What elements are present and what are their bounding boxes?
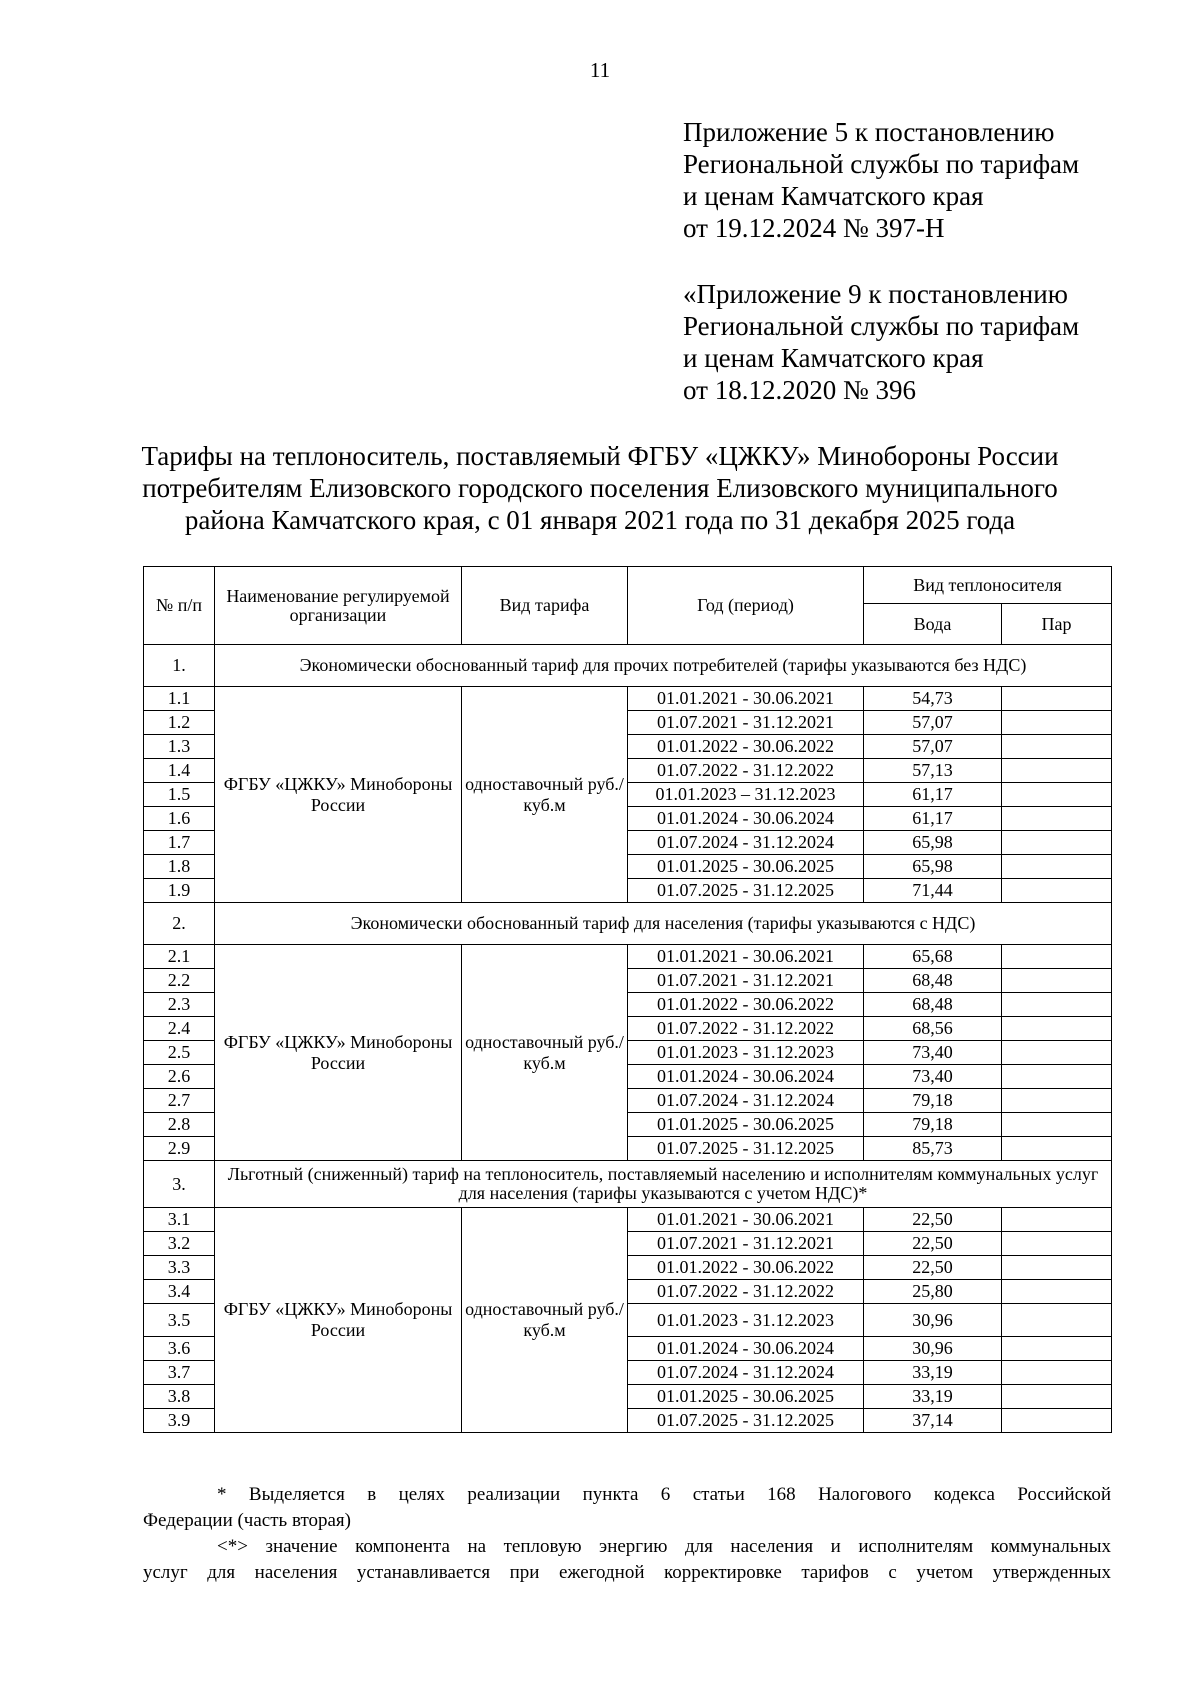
steam-value	[1002, 1280, 1112, 1304]
section-row	[144, 645, 1112, 687]
water-value: 73,40	[864, 1065, 1002, 1089]
water-value: 85,73	[864, 1137, 1002, 1161]
water-value: 57,13	[864, 759, 1002, 783]
water-value: 79,18	[864, 1113, 1002, 1137]
water-value: 61,17	[864, 783, 1002, 807]
tariff-type: одноставочный руб./куб.м	[462, 687, 628, 903]
header-period: Год (период)	[628, 567, 864, 645]
footnote-star	[143, 1482, 1111, 1534]
row-num: 2.1	[144, 945, 215, 969]
water-value: 57,07	[864, 711, 1002, 735]
row-num: 2.9	[144, 1137, 215, 1161]
steam-value	[1002, 993, 1112, 1017]
table-row	[144, 945, 1112, 969]
water-value: 25,80	[864, 1280, 1002, 1304]
section-num: 1.	[144, 645, 215, 687]
title-line: потребителям Елизовского городского поселения Елизовского муниципального	[142, 473, 1058, 503]
row-num: 3.3	[144, 1256, 215, 1280]
period-cell: 01.07.2022 - 31.12.2022	[628, 1017, 864, 1041]
water-value: 65,98	[864, 831, 1002, 855]
row-num: 3.6	[144, 1337, 215, 1361]
period-cell: 01.07.2025 - 31.12.2025	[628, 1409, 864, 1433]
period-cell: 01.07.2022 - 31.12.2022	[628, 759, 864, 783]
steam-value	[1002, 855, 1112, 879]
page-number: 11	[589, 58, 611, 82]
steam-value	[1002, 1385, 1112, 1409]
header-water: Вода	[864, 604, 1002, 645]
row-num: 1.1	[144, 687, 215, 711]
steam-value	[1002, 1361, 1112, 1385]
row-num: 2.7	[144, 1089, 215, 1113]
row-num: 1.6	[144, 807, 215, 831]
period-cell: 01.01.2023 – 31.12.2023	[628, 783, 864, 807]
section-title: Экономически обоснованный тариф для прочих потребителей (тарифы указываются без НДС)	[215, 645, 1112, 687]
period-cell: 01.01.2025 - 30.06.2025	[628, 1113, 864, 1137]
steam-value	[1002, 783, 1112, 807]
water-value: 30,96	[864, 1304, 1002, 1337]
appendix-line: Приложение 5 к постановлению	[683, 117, 1055, 147]
appendix-line: и ценам Камчатского края	[683, 181, 984, 211]
water-value: 54,73	[864, 687, 1002, 711]
steam-value	[1002, 1337, 1112, 1361]
steam-value	[1002, 1041, 1112, 1065]
period-cell: 01.01.2025 - 30.06.2025	[628, 1385, 864, 1409]
period-cell: 01.07.2024 - 31.12.2024	[628, 831, 864, 855]
row-num: 1.9	[144, 879, 215, 903]
row-num: 3.4	[144, 1280, 215, 1304]
title-line: Тарифы на теплоноситель, поставляемый ФГБУ «ЦЖКУ» Минобороны России	[141, 441, 1059, 471]
row-num: 1.8	[144, 855, 215, 879]
section-row	[144, 903, 1112, 945]
period-cell: 01.01.2021 - 30.06.2021	[628, 687, 864, 711]
appendix-quoted-line: от 18.12.2020 № 396	[683, 375, 916, 405]
appendix-quoted-line: Региональной службы по тарифам	[683, 311, 1080, 341]
water-value: 68,56	[864, 1017, 1002, 1041]
steam-value	[1002, 1304, 1112, 1337]
water-value: 22,50	[864, 1208, 1002, 1232]
row-num: 2.2	[144, 969, 215, 993]
steam-value	[1002, 1232, 1112, 1256]
row-num: 2.8	[144, 1113, 215, 1137]
row-num: 2.5	[144, 1041, 215, 1065]
period-cell: 01.01.2021 - 30.06.2021	[628, 945, 864, 969]
footnote-line: Федерации (часть вторая)	[143, 1510, 351, 1531]
period-cell: 01.01.2022 - 30.06.2022	[628, 1256, 864, 1280]
period-cell: 01.07.2024 - 31.12.2024	[628, 1361, 864, 1385]
row-num: 2.3	[144, 993, 215, 1017]
footnote-angle	[143, 1534, 1111, 1586]
steam-value	[1002, 831, 1112, 855]
section-title: Льготный (сниженный) тариф на теплоноситель, поставляемый населению и исполнителям коммунальных услуг для населения (тарифы указываются с учетом НДС)*	[215, 1161, 1112, 1208]
water-value: 22,50	[864, 1232, 1002, 1256]
period-cell: 01.07.2025 - 31.12.2025	[628, 879, 864, 903]
row-num: 1.2	[144, 711, 215, 735]
period-cell: 01.07.2024 - 31.12.2024	[628, 1089, 864, 1113]
title-line: района Камчатского края, с 01 января 2021 года по 31 декабря 2025 года	[184, 505, 1016, 535]
steam-value	[1002, 687, 1112, 711]
water-value: 68,48	[864, 993, 1002, 1017]
steam-value	[1002, 735, 1112, 759]
period-cell: 01.01.2024 - 30.06.2024	[628, 807, 864, 831]
period-cell: 01.01.2023 - 31.12.2023	[628, 1304, 864, 1337]
period-cell: 01.01.2025 - 30.06.2025	[628, 855, 864, 879]
row-num: 3.2	[144, 1232, 215, 1256]
tariff-table	[143, 566, 1112, 1433]
steam-value	[1002, 1137, 1112, 1161]
footnote-line: * Выделяется в целях реализации пункта 6 статьи 168 Налогового кодекса Российской	[217, 1484, 1111, 1505]
period-cell: 01.07.2025 - 31.12.2025	[628, 1137, 864, 1161]
steam-value	[1002, 1065, 1112, 1089]
steam-value	[1002, 1113, 1112, 1137]
water-value: 65,98	[864, 855, 1002, 879]
period-cell: 01.01.2021 - 30.06.2021	[628, 1208, 864, 1232]
table-row	[144, 1208, 1112, 1232]
section-title: Экономически обоснованный тариф для населения (тарифы указываются с НДС)	[215, 903, 1112, 945]
section-row	[144, 1161, 1112, 1208]
header-carrier: Вид теплоносителя	[864, 567, 1112, 604]
steam-value	[1002, 1089, 1112, 1113]
steam-value	[1002, 1208, 1112, 1232]
steam-value	[1002, 1409, 1112, 1433]
appendix-quoted-line: и ценам Камчатского края	[683, 343, 984, 373]
steam-value	[1002, 759, 1112, 783]
tariff-type: одноставочный руб./куб.м	[462, 1208, 628, 1433]
appendix-line: Региональной службы по тарифам	[683, 149, 1080, 179]
water-value: 37,14	[864, 1409, 1002, 1433]
period-cell: 01.01.2024 - 30.06.2024	[628, 1065, 864, 1089]
water-value: 71,44	[864, 879, 1002, 903]
row-num: 2.6	[144, 1065, 215, 1089]
header-org: Наименование регулируемой организации	[215, 567, 462, 645]
org-name: ФГБУ «ЦЖКУ» Минобороны России	[215, 1208, 462, 1433]
water-value: 61,17	[864, 807, 1002, 831]
water-value: 33,19	[864, 1385, 1002, 1409]
section-num: 3.	[144, 1161, 215, 1208]
period-cell: 01.07.2021 - 31.12.2021	[628, 1232, 864, 1256]
row-num: 3.8	[144, 1385, 215, 1409]
appendix-line: от 19.12.2024 № 397-Н	[683, 213, 945, 243]
period-cell: 01.01.2023 - 31.12.2023	[628, 1041, 864, 1065]
period-cell: 01.01.2022 - 30.06.2022	[628, 735, 864, 759]
tariff-type: одноставочный руб./куб.м	[462, 945, 628, 1161]
row-num: 2.4	[144, 1017, 215, 1041]
period-cell: 01.01.2022 - 30.06.2022	[628, 993, 864, 1017]
water-value: 33,19	[864, 1361, 1002, 1385]
row-num: 1.4	[144, 759, 215, 783]
steam-value	[1002, 969, 1112, 993]
water-value: 65,68	[864, 945, 1002, 969]
steam-value	[1002, 807, 1112, 831]
org-name: ФГБУ «ЦЖКУ» Минобороны России	[215, 945, 462, 1161]
row-num: 3.7	[144, 1361, 215, 1385]
water-value: 73,40	[864, 1041, 1002, 1065]
row-num: 1.3	[144, 735, 215, 759]
appendix-quoted-block	[683, 278, 1079, 406]
section-num: 2.	[144, 903, 215, 945]
steam-value	[1002, 879, 1112, 903]
document-title	[130, 440, 1070, 536]
water-value: 57,07	[864, 735, 1002, 759]
table-row	[144, 687, 1112, 711]
row-num: 3.1	[144, 1208, 215, 1232]
water-value: 22,50	[864, 1256, 1002, 1280]
water-value: 79,18	[864, 1089, 1002, 1113]
period-cell: 01.07.2021 - 31.12.2021	[628, 969, 864, 993]
period-cell: 01.07.2022 - 31.12.2022	[628, 1280, 864, 1304]
row-num: 1.7	[144, 831, 215, 855]
water-value: 30,96	[864, 1337, 1002, 1361]
steam-value	[1002, 1017, 1112, 1041]
steam-value	[1002, 945, 1112, 969]
appendix-quoted-line: «Приложение 9 к постановлению	[683, 279, 1068, 309]
header-steam: Пар	[1002, 604, 1112, 645]
water-value: 68,48	[864, 969, 1002, 993]
row-num: 3.5	[144, 1304, 215, 1337]
org-name: ФГБУ «ЦЖКУ» Минобороны России	[215, 687, 462, 903]
footnote-line: <*> значение компонента на тепловую энергию для населения и исполнителям коммунальных	[217, 1536, 1111, 1557]
row-num: 1.5	[144, 783, 215, 807]
appendix-block	[683, 116, 1079, 244]
row-num: 3.9	[144, 1409, 215, 1433]
header-tariff-type: Вид тарифа	[462, 567, 628, 645]
period-cell: 01.01.2024 - 30.06.2024	[628, 1337, 864, 1361]
steam-value	[1002, 711, 1112, 735]
footnote-line: услуг для населения устанавливается при ежегодной корректировке тарифов с учетом утвержденных	[143, 1562, 1111, 1583]
steam-value	[1002, 1256, 1112, 1280]
period-cell: 01.07.2021 - 31.12.2021	[628, 711, 864, 735]
header-num: № п/п	[144, 567, 215, 645]
